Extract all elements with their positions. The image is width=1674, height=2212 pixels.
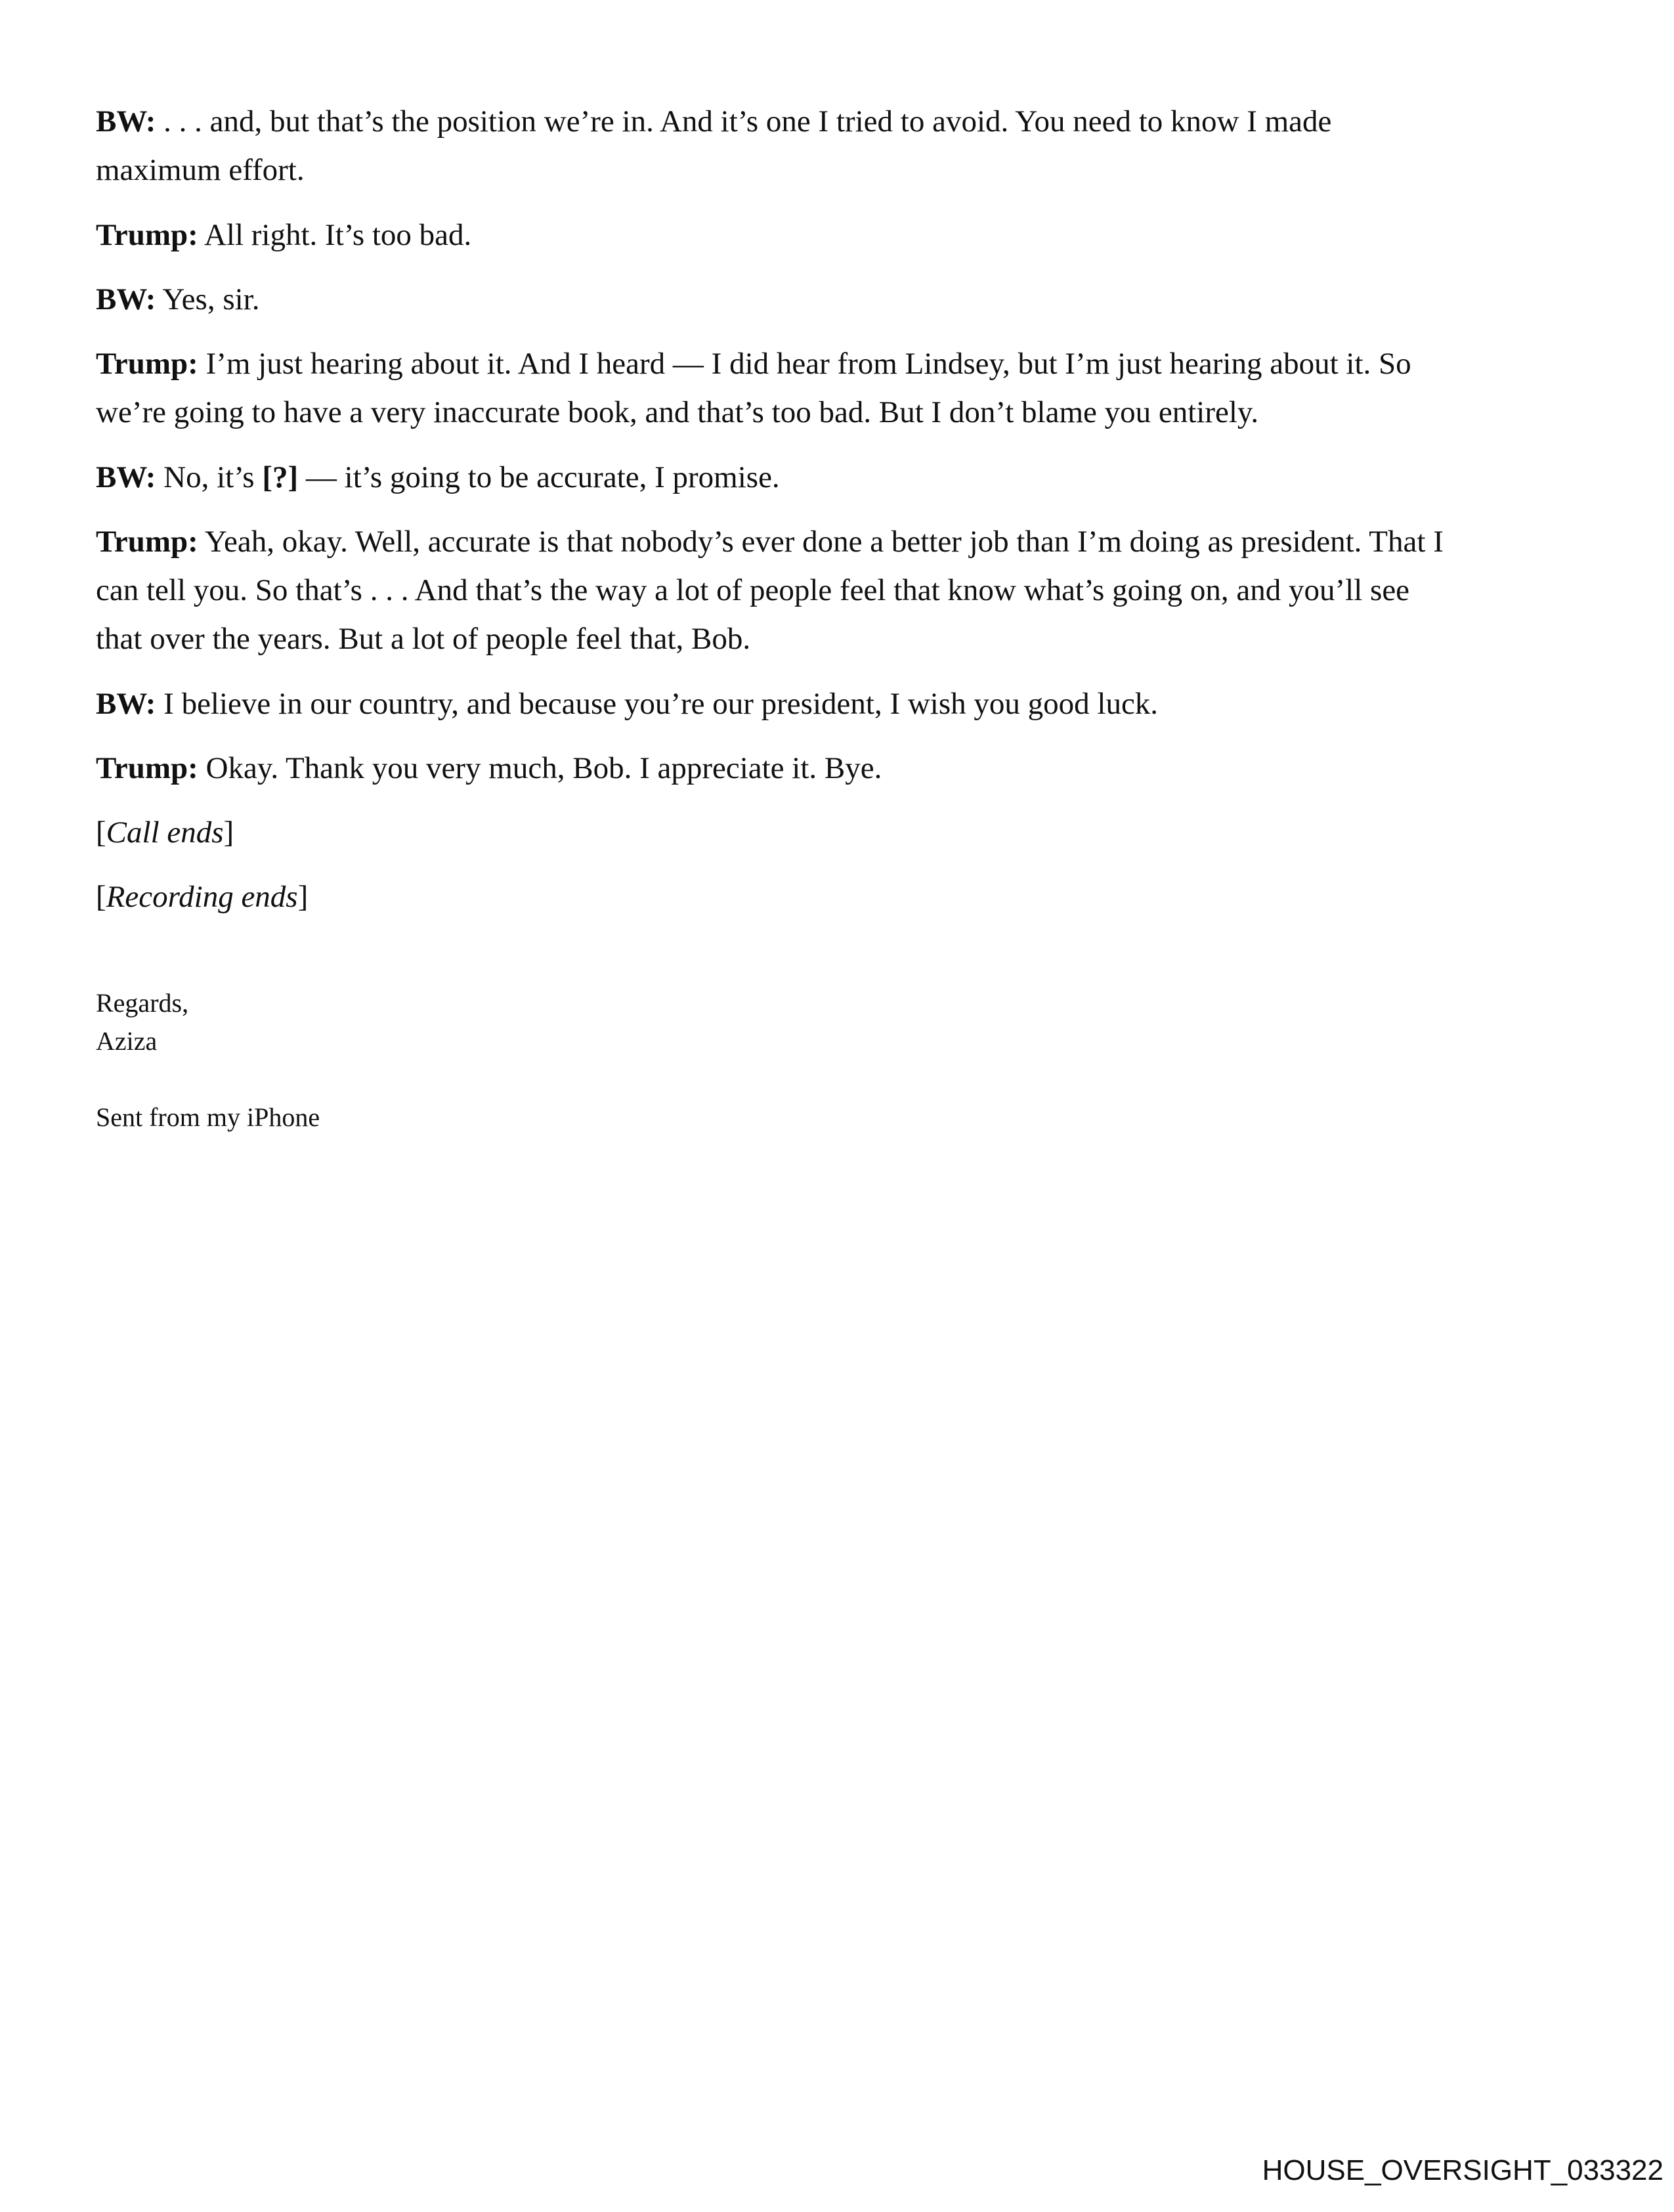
speaker-label: Trump: [96,217,198,252]
sent-from-line: Sent from my iPhone [96,1102,320,1132]
unclear-marker: [?] [262,460,299,494]
speech-text: No, it’s [156,460,263,494]
transcript-paragraph [96,97,1461,195]
speaker-label: BW: [96,104,156,139]
speaker-label: Trump: [96,347,198,381]
speech-text: Yeah, okay. Well, accurate is that nobody’s ever done a better job than I’m doing as president. That I can tell you. So that’s . . . And that’s the way a lot of people feel that know what’s going on, and you’ll see that over the years. But a lot of people feel that, Bob. [96,524,1444,657]
stage-direction-text: Recording ends [106,880,298,915]
speaker-label: BW: [96,282,156,316]
transcript-paragraph [96,339,1461,437]
signature-name: Aziza [96,1026,158,1056]
speaker-label: Trump: [96,750,198,785]
bracket-close: ] [223,815,234,850]
stage-direction-text: Call ends [106,815,224,850]
speaker-label: BW: [96,686,156,721]
speech-text: . . . and, but that’s the position we’re in. And it’s one I tried to avoid. You need to know I made maximum effort. [96,104,1332,188]
transcript-paragraph [96,275,1461,324]
bates-number: HOUSE_OVERSIGHT_033322 [1262,2154,1663,2186]
speech-text: I’m just hearing about it. And I heard — I did hear from Lindsey, but I’m just hearing about it. So we’re going to have a very inaccurate book, and that’s too bad. But I don’t blame you entirely. [96,347,1411,430]
transcript-paragraph [96,744,1461,792]
bracket-open: [ [96,815,106,850]
bracket-open: [ [96,880,106,915]
email-signature [96,984,1461,1137]
speech-text: I believe in our country, and because you’re our president, I wish you good luck. [156,686,1159,721]
transcript-paragraph [96,517,1461,664]
speaker-label: BW: [96,460,156,494]
transcript-paragraph [96,680,1461,728]
transcript-paragraph [96,453,1461,502]
speech-text: Okay. Thank you very much, Bob. I appreciate it. Bye. [198,750,882,785]
stage-direction-call-ends [96,808,1461,857]
stage-direction-recording-ends [96,873,1461,921]
signature-regards: Regards, [96,987,189,1018]
bracket-close: ] [297,880,309,915]
speech-text: All right. It’s too bad. [198,217,472,252]
speech-text: — it’s going to be accurate, I promise. [298,460,780,494]
speaker-label: Trump: [96,524,198,559]
speech-text: Yes, sir. [156,282,260,316]
transcript-paragraph [96,211,1461,259]
